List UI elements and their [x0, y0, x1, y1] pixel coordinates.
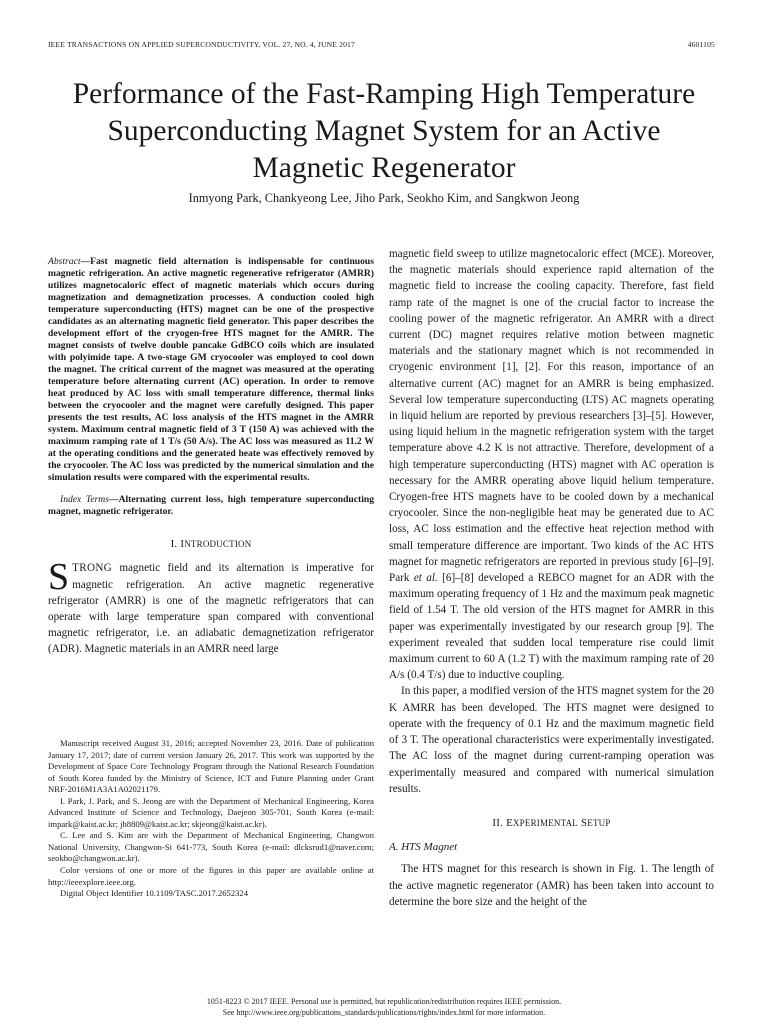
footnote-affiliation-1: I. Park, J. Park, and S. Jeong are with the Department of Mechanical Engineering, Korea Advanced Institute of Science and Technology, Daejeon 305-701, South Korea (e-mail: impark@kaist.ac.kr; jh8809@kaist.ac.kr; skjeong@kaist.ac.kr). — [48, 795, 374, 829]
footnote-affiliation-2: C. Lee and S. Kim are with the Department of Mechanical Engineering, Changwon National University, Changwon-Si 641-773, South Korea (e-mail: dlcksrud1@naver.com; seokho@changwon.ac.kr). — [48, 830, 374, 864]
section-numeral: I. — [170, 538, 178, 551]
index-terms — [48, 494, 374, 518]
footnotes — [48, 738, 374, 900]
footnote-color: Color versions of one or more of the figures in this paper are available online at http://ieeexplore.ieee.org. — [48, 865, 374, 887]
title-line: Magnetic Regenerator — [252, 152, 516, 184]
title-line: Performance of the Fast-Ramping High Temperature — [72, 78, 696, 110]
section-title: EXPERIMENTAL SETUP — [506, 816, 611, 829]
author-list: Inmyong Park, Chankyeong Lee, Jiho Park, Seokho Kim, and Sangkwon Jeong — [188, 191, 580, 205]
footnote-doi: Digital Object Identifier 10.1109/TASC.2017.2652324 — [60, 888, 249, 899]
intro-text: magnetic field and its alternation is imperative for magnetic refrigeration. An active magnetic regenerative refrigerator (AMRR) is one of the magnetic refrigerators that can operate with large temperature span compared with conventional magnetic refrigerator, i.e. an adiabatic demagnetization refrigerator (ADR). Magnetic materials in an AMRR need large — [48, 562, 374, 656]
abstract-text: Fast magnetic field alternation is indispensable for continuous magnetic refrigeration. An active magnetic regenerative refrigerator (AMRR) utilizes magnetocaloric effect of magnetic materials which occurs during magnetization and demagnetization processes. A conduction cooled high temperature superconducting (HTS) magnet can be one of the prospective candidates as an alternating magnetic field generator. This paper describes the development effort of the cryogen-free HTS magnet for the AMRR. The magnet consists of twelve double pancake GdBCO coils which are insulated with polyimide tape. A two-stage GM cryocooler was employed to cool down the magnet. The critical current of the magnet was measured at the operating temperature before alternating current (AC) operation. In order to remove heat produced by AC loss with small temperature difference, thermal links between the cryocooler and the magnet were carefully designed. This paper presents the test results, AC loss analysis of the HTS magnet in the AMRR system. Maximum central magnetic field of 3 T (150 A) was achieved with the maximum ramping rate of 1 T/s (50 A/s). The AC loss was measured as 11.2 W at the operating conditions and the generated heate was effectively removed by the cryocooler. The AC loss was predicted by the numerical simulation and the simulation results were compared with the experimental results. — [48, 255, 374, 484]
intro-lead-word: TRONG — [72, 562, 113, 575]
journal-name: IEEE TRANSACTIONS ON APPLIED SUPERCONDUCTIVITY, VOL. 27, NO. 4, JUNE 2017 — [48, 40, 355, 49]
abstract-label: Abstract — [48, 255, 81, 267]
section-numeral: II. — [492, 816, 504, 829]
index-terms-dash: — — [108, 494, 119, 506]
index-terms-label: Index Terms — [60, 494, 109, 506]
index-terms-text: Alternating current loss, high temperature superconducting magnet, magnetic refrigerator. — [48, 494, 375, 518]
copyright-footer — [40, 996, 728, 1018]
drop-cap: S — [48, 556, 70, 599]
intro-paragraph — [48, 556, 374, 657]
body-paragraph: The HTS magnet for this research is shown in Fig. 1. The length of the active magnetic regenerator (AMR) has been taken into account to determine the bore size and the height of the — [389, 863, 714, 908]
section-heading-introduction — [48, 536, 374, 552]
rights-link-line: See http://www.ieee.org/publications_standards/publications/rights/index.html for more information. — [222, 1008, 546, 1017]
subsection-heading: A. HTS Magnet — [389, 841, 458, 854]
page-number: 4601105 — [687, 40, 715, 49]
section-title: INTRODUCTION — [180, 538, 252, 551]
footnote-received: Manuscript received August 31, 2016; accepted November 23, 2016. Date of publication January 17, 2017; date of current version January 26, 2017. This work was supported by the Development of Space Core Technology Program through the National Research Foundation of South Korea funded by the Ministry of Science, ICT and Future Planning under Grant NRF-2016M1A3A1A02021179. — [48, 738, 374, 795]
body-paragraph: In this paper, a modified version of the HTS magnet system for the 20 K AMRR has been developed. The HTS magnet were designed to operate with the frequency of 0.1 Hz and the maximum magnetic field of 3 T. The operational characteristics were experimentally investigated. The AC loss of the magnet during current-ramping operation was experimentally measured and compared with numerical simulation results. — [389, 685, 714, 795]
paper-title — [40, 76, 728, 187]
left-column — [48, 246, 374, 658]
copyright-line: 1051-8223 © 2017 IEEE. Personal use is permitted, but republication/redistribution requires IEEE permission. — [206, 997, 562, 1006]
abstract — [48, 256, 374, 485]
body-paragraph: magnetic field sweep to utilize magnetocaloric effect (MCE). Moreover, the magnetic materials should experience rapid alternation of the magnetic field to increase the cooling capacity. Therefore, fast field ramp rate of the magnet is one of the crucial factor to increase the cooling power of the magnetic refrigerator. An AMRR with a direct current (DC) magnet requires relative motion between magnetic materials and the stationary magnet which is not recommended in cryogenic environment [1], [2]. For this reason, importance of an alternative current (AC) magnet for an AMRR is being emphasized. Several low temperature superconducting (LTS) AC magnets operating in liquid helium are reported by previous researchers [3]–[5]. However, using liquid helium in the magnetic refrigeration system with the target temperature above 4.2 K is not attractive. Therefore, development of a high temperature superconducting (HTS) magnet with AC operation is necessary for the AMRR operating above liquid helium temperature. Cryogen-free HTS magnets have to be cooled down by a mechanical cryocooler. Since the non-negligible heat may be generated due to AC loss, AC loss estimation and the effective heat rejection method with small temperature difference are important. Two kinds of the AC HTS magnet for magnetic refrigerators are reported in previous study [6]–[9]. Park et al. [6]–[8] developed a REBCO magnet for an ADR with the maximum operating frequency of 1 Hz and the maximum peak magnetic field of 1.54 T. The old version of the HTS magnet for AMRR in this paper was experimentally investigated by our research group [9]. The experiment revealed that sudden local temperature rise could limit maximum current to 60 A (1.2 T) with the maximum ramping rate of 20 A/s (0.4 T/s) due to inductive coupling. — [389, 248, 714, 682]
abstract-dash: — — [80, 255, 91, 267]
et-al: et al. — [413, 572, 438, 585]
title-line: Superconducting Magnet System for an Active — [107, 115, 661, 147]
right-column — [389, 246, 714, 910]
section-heading-experimental-setup — [389, 815, 714, 831]
